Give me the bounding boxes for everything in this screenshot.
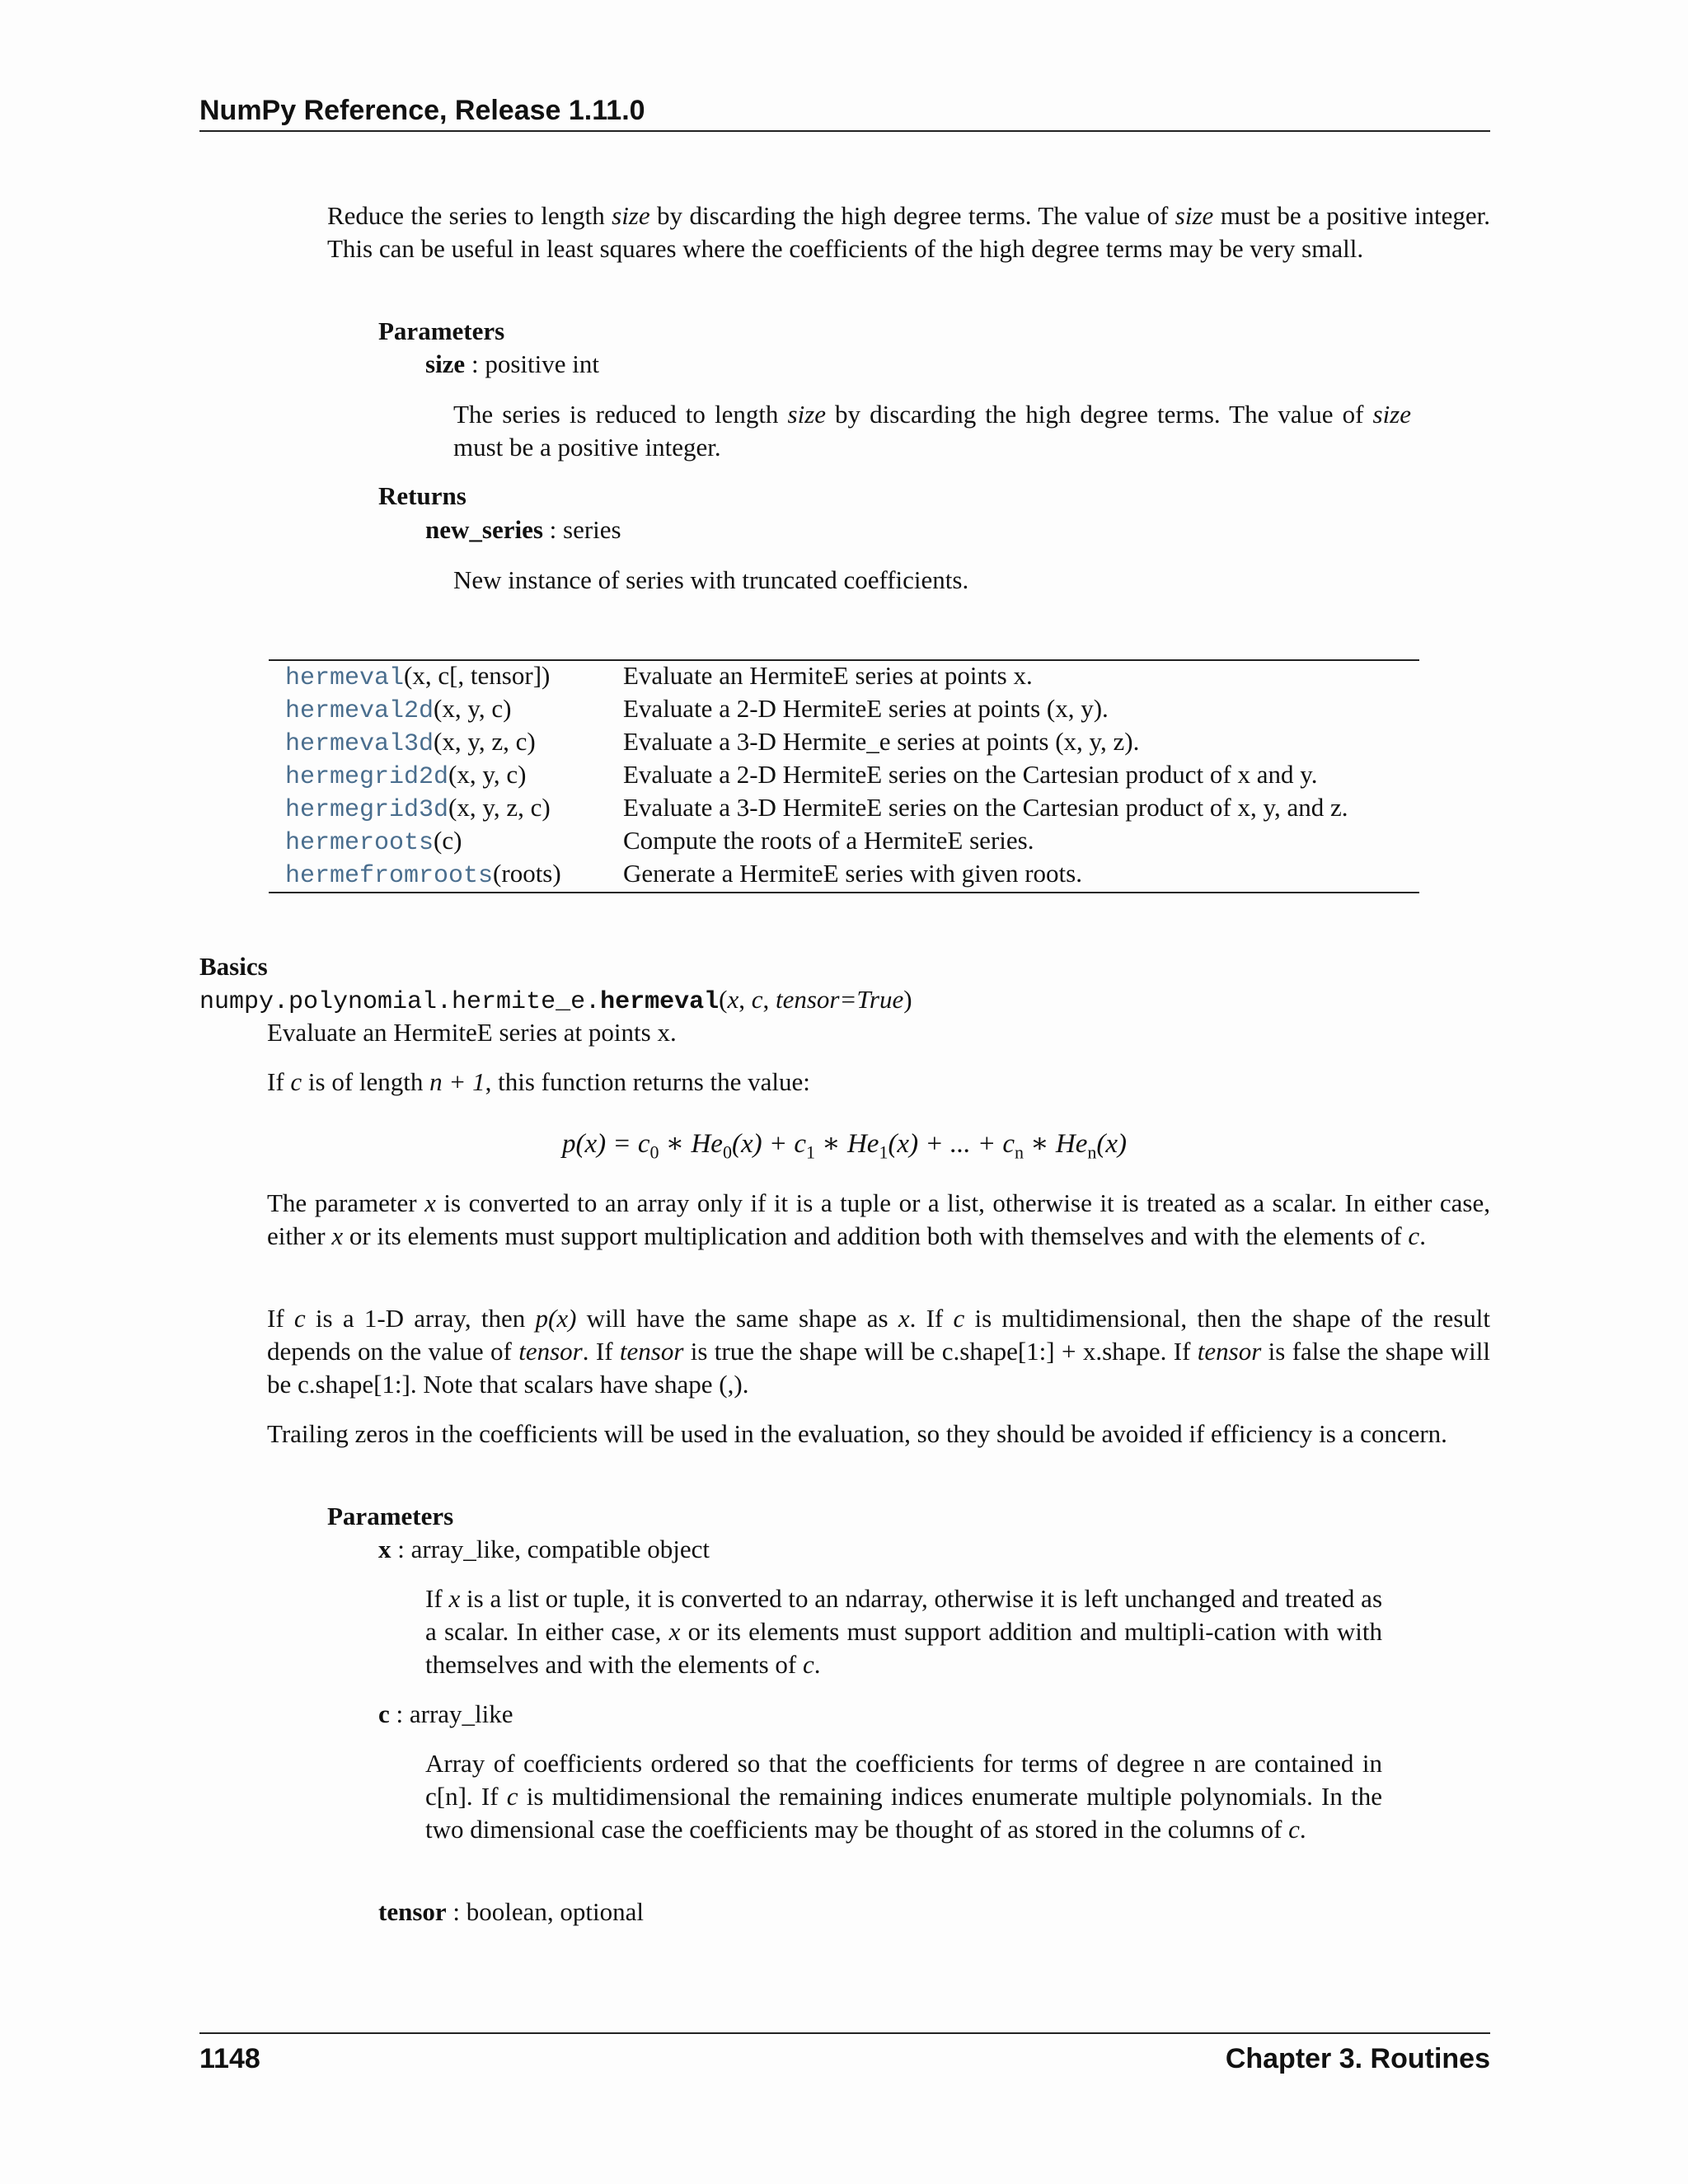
basics-heading: Basics	[199, 952, 268, 981]
returns-heading: Returns	[378, 481, 467, 510]
parameter-x-note: The parameter x is converted to an array only if it is a tuple or a list, otherwise it is treated as a scalar. In either case, either x or its elements must support multiplication and addition both with themselves and with the elements of c.	[267, 1188, 1490, 1250]
hermegrid2d-link[interactable]: hermegrid2d	[285, 763, 449, 791]
table-row: hermeval(x, c[, tensor]) Evaluate an HermiteE series at points x.	[285, 661, 1033, 692]
footer-rule	[199, 2032, 1490, 2034]
function-signature: numpy.polynomial.hermite_e.hermeval(x, c, tensor=True)	[199, 985, 912, 1016]
row-description: Evaluate a 3-D Hermite_e series at points (x, y, z).	[623, 727, 1140, 756]
table-bottom-rule	[269, 892, 1419, 893]
param-c-description: Array of coefficients ordered so that the coefficients for terms of degree n are contained in c[n]. If c is multidimensional the remaining indices enumerate multiple polynomials. In the two dimensional case the coefficients may be thought of as stored in the columns of c.	[425, 1749, 1382, 1844]
table-row: hermegrid2d(x, y, c) Evaluate a 2-D HermiteE series on the Cartesian product of x and y.	[285, 760, 1318, 791]
hermeval-formula: $p(x) = c_0$ ∗ $He_0(x) + c_1$ ∗ $He_1(x)$ + ... + $c_n$ ∗ $He_n(x)$	[562, 1129, 1128, 1163]
hermeval2d-link[interactable]: hermeval2d	[285, 697, 434, 725]
row-description: Generate a HermiteE series with given roots.	[623, 859, 1082, 888]
chapter-title: Chapter 3. Routines	[1225, 2043, 1490, 2074]
table-row: hermeval3d(x, y, z, c) Evaluate a 3-D Hermite_e series at points (x, y, z).	[285, 727, 1140, 758]
page-number: 1148	[199, 2043, 260, 2074]
hermeval-link[interactable]: hermeval	[285, 664, 405, 692]
hermegrid3d-link[interactable]: hermegrid3d	[285, 796, 449, 824]
hermeval3d-link[interactable]: hermeval3d	[285, 730, 434, 758]
param-c: c : array_like	[378, 1699, 513, 1728]
trailing-zeros-note: Trailing zeros in the coefficients will be used in the evaluation, so they should be avoided if efficiency is a concern.	[267, 1419, 1447, 1448]
table-row: hermeval2d(x, y, c) Evaluate a 2-D HermiteE series at points (x, y).	[285, 694, 1109, 725]
parameters-heading: Parameters	[378, 316, 505, 345]
table-row: hermegrid3d(x, y, z, c) Evaluate a 3-D HermiteE series on the Cartesian product of x, y, and z.	[285, 793, 1348, 824]
running-head: NumPy Reference, Release 1.11.0	[199, 95, 645, 126]
param-x: x : array_like, compatible object	[378, 1535, 710, 1563]
hermefromroots-link[interactable]: hermefromroots	[285, 862, 494, 890]
basics-parameters-heading: Parameters	[327, 1502, 454, 1530]
row-description: Evaluate a 2-D HermiteE series at points (x, y).	[623, 694, 1109, 723]
row-description: Evaluate an HermiteE series at points x.	[623, 661, 1033, 690]
header-rule	[199, 130, 1490, 132]
param-size: size : positive int	[425, 349, 599, 378]
truncate-description: Reduce the series to length size by discarding the high degree terms. The value of size must be a positive integer. This can be useful in least squares where the coefficients of the high degree terms may be very small.	[327, 201, 1490, 263]
param-tensor: tensor : boolean, optional	[378, 1897, 644, 1926]
function-summary: Evaluate an HermiteE series at points x.	[267, 1018, 677, 1047]
return-value-intro: If c is of length n + 1, this function returns the value:	[267, 1067, 810, 1096]
row-description: Evaluate a 2-D HermiteE series on the Cartesian product of x and y.	[623, 760, 1318, 789]
param-x-description: If x is a list or tuple, it is converted to an ndarray, otherwise it is left unchanged and treated as a scalar. In either case, x or its elements must support addition and multipli-cation with with themselves and with the elements of c.	[425, 1584, 1383, 1679]
hermeroots-link[interactable]: hermeroots	[285, 829, 434, 857]
row-description: Compute the roots of a HermiteE series.	[623, 826, 1034, 855]
param-size-description: The series is reduced to length size by discarding the high degree terms. The value of size must be a positive integer.	[453, 400, 1411, 462]
row-description: Evaluate a 3-D HermiteE series on the Cartesian product of x, y, and z.	[623, 793, 1348, 822]
return-description: New instance of series with truncated coefficients.	[453, 565, 969, 594]
shape-note: If c is a 1-D array, then p(x) will have the same shape as x. If c is multidimensional, then the shape of the result depends on the value of tensor. If tensor is true the shape will be c.shape[1:] + x.shape. If tensor is false the shape will be c.shape[1:]. Note that scalars have shape (,).	[267, 1304, 1490, 1399]
return-new-series: new_series : series	[425, 515, 621, 544]
table-row: hermeroots(c) Compute the roots of a HermiteE series.	[285, 826, 1034, 857]
table-row: hermefromroots(roots) Generate a HermiteE series with given roots.	[285, 859, 1082, 890]
